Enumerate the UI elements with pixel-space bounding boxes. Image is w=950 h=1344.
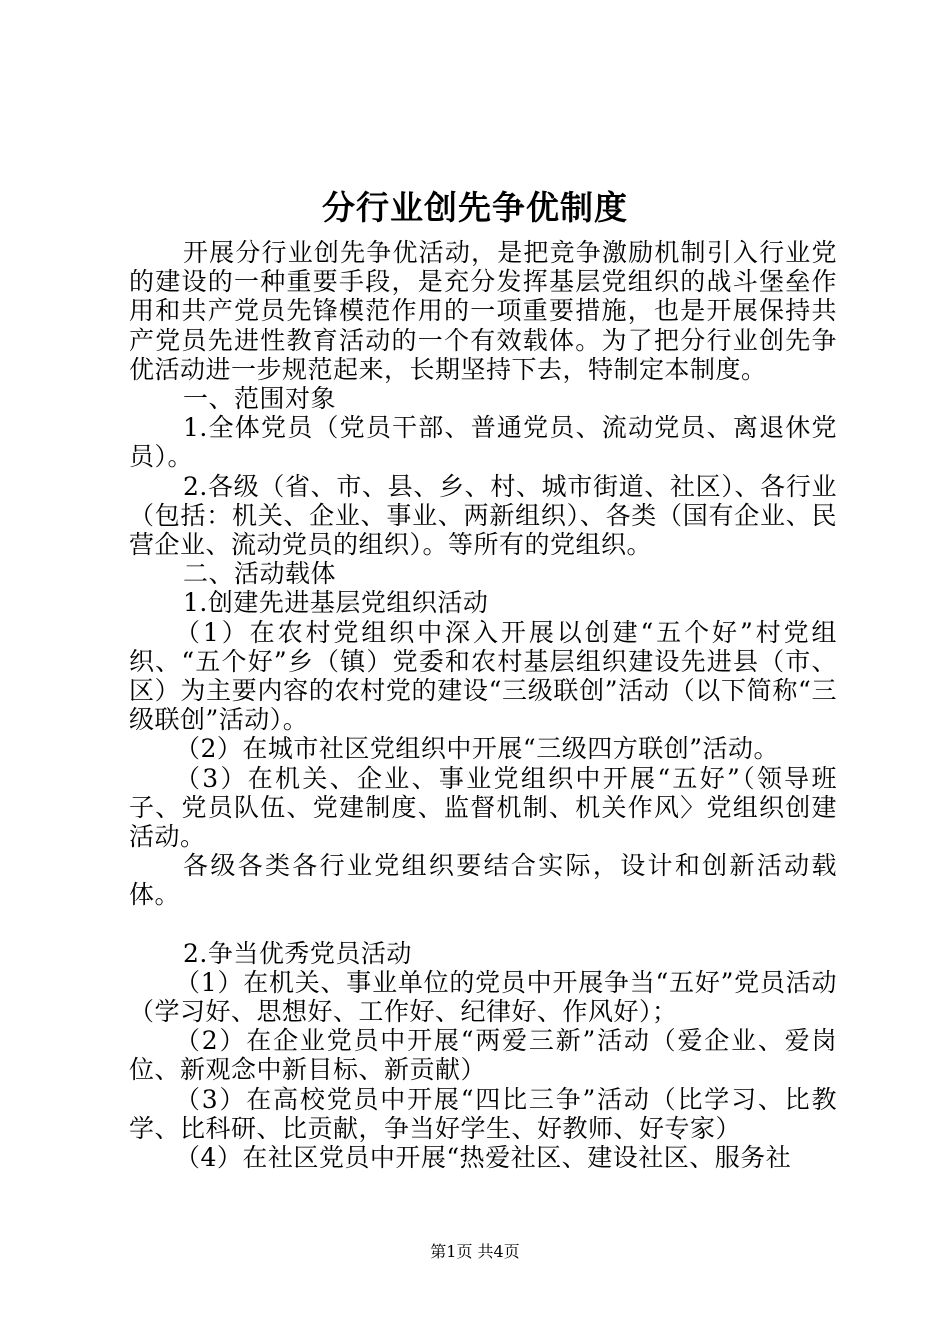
- carrier-summary: 各级各类各行业党组织要结合实际，设计和创新活动载体。: [129, 851, 837, 910]
- member-item-2: （2）在企业党员中开展“两爱三新”活动（爱企业、爱岗位、新观念中新目标、新贡献）: [129, 1026, 837, 1085]
- carrier-item-2: （2）在城市社区党组织中开展“三级四方联创”活动。: [175, 734, 779, 764]
- document-body: [129, 238, 837, 1172]
- carrier-item-3: （3）在机关、企业、事业党组织中开展“五好”（领导班子、党员队伍、党建制度、监督机制、机关作风〉党组织创建活动。: [129, 763, 837, 852]
- scope-item-1: 1.全体党员（党员干部、普通党员、流动党员、离退休党员）。: [129, 413, 837, 472]
- intro-paragraph: 开展分行业创先争优活动，是把竞争激励机制引入行业党的建设的一种重要手段，是充分发挥基层党组织的战斗堡垒作用和共产党员先锋模范作用的一项重要措施，也是开展保持共产党员先进性教育活动的一个有效载体。为了把分行业创先争优活动进一步规范起来，长期坚持下去，特制定本制度。: [129, 238, 837, 384]
- paragraph-gap: [129, 910, 837, 939]
- page-title: 分行业创先争优制度: [322, 188, 628, 227]
- page-footer: 第1页 共4页: [430, 1242, 520, 1261]
- member-item-4: （4）在社区党员中开展“热爱社区、建设社区、服务社: [175, 1143, 792, 1173]
- carrier-item-1: （1）在农村党组织中深入开展以创建“五个好”村党组织、“五个好”乡（镇）党委和农村基层组织建设先进县（市、区）为主要内容的农村党的建设“三级联创”活动（以下简称“三级联创”活动）。: [129, 617, 837, 735]
- subheading-excellent-members: 2.争当优秀党员活动: [183, 938, 412, 968]
- section-heading-scope: 一、范围对象: [183, 384, 337, 414]
- scope-item-2: 2.各级（省、市、县、乡、村、城市街道、社区）、各行业（包括：机关、企业、事业、两新组织）、各类（国有企业、民营企业、流动党员的组织）。等所有的党组织。: [129, 471, 837, 560]
- member-item-1: （1）在机关、事业单位的党员中开展争当“五好”党员活动（学习好、思想好、工作好、纪律好、作风好）；: [129, 967, 837, 1027]
- subheading-advanced-organizations: 1.创建先进基层党组织活动: [183, 588, 489, 618]
- section-heading-carriers: 二、活动载体: [183, 559, 337, 589]
- member-item-3: （3）在高校党员中开展“四比三争”活动（比学习、比教学、比科研、比贡献，争当好学生、好教师、好专家）: [129, 1084, 837, 1143]
